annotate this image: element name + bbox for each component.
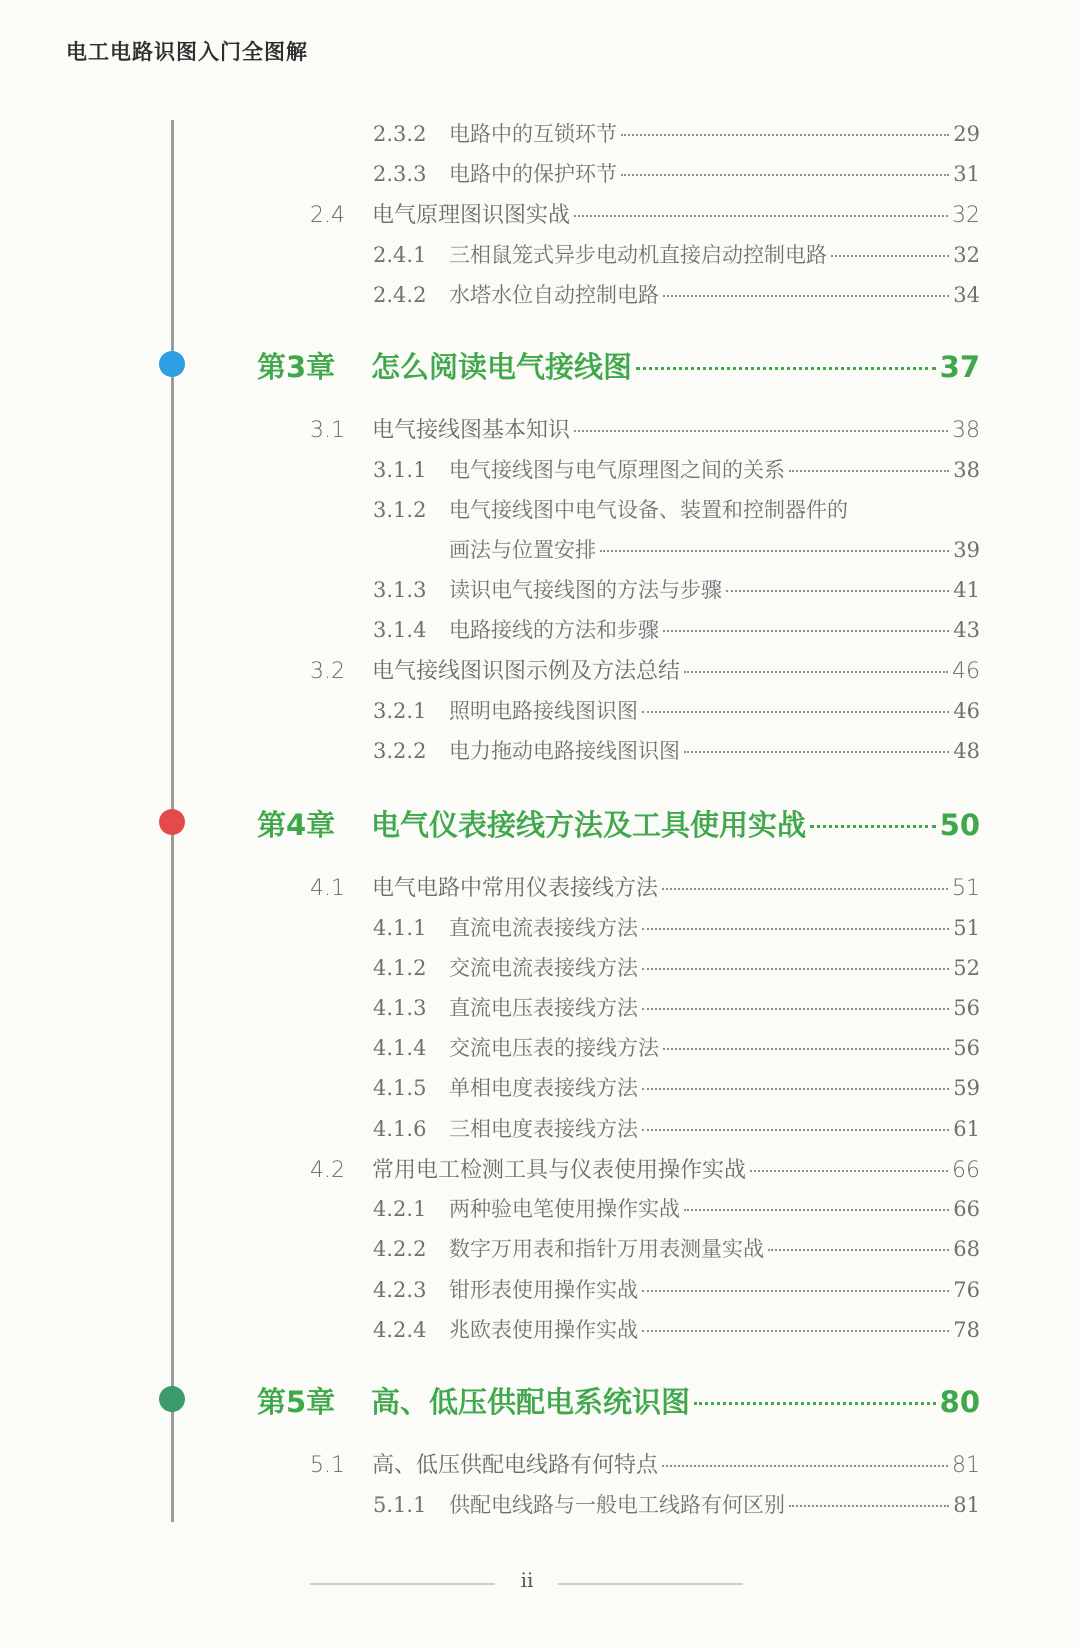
entry-page: 39 [953, 538, 980, 562]
toc-entry-continuation[interactable] [449, 534, 980, 564]
dot-leader [636, 367, 936, 370]
entry-page: 81 [953, 1493, 980, 1517]
entry-page: 31 [953, 162, 980, 186]
toc-entry[interactable] [373, 1489, 980, 1519]
entry-title: 三相电度表接线方法 [449, 1117, 638, 1141]
entry-number: 5.1 [310, 1453, 345, 1478]
toc-entry[interactable] [373, 158, 980, 188]
entry-title: 钳形表使用操作实战 [449, 1278, 638, 1302]
toc-entry[interactable] [310, 1448, 980, 1479]
entry-title: 供配电线路与一般电工线路有何区别 [449, 1493, 785, 1517]
toc-entry[interactable] [310, 871, 980, 902]
dot-leader [574, 215, 948, 217]
entry-page: 38 [953, 458, 980, 482]
entry-number: 4.2 [310, 1158, 345, 1183]
page-number: ii [520, 1568, 534, 1592]
entry-title: 直流电流表接线方法 [449, 916, 638, 940]
dot-leader [621, 174, 949, 176]
toc-entry[interactable] [373, 1032, 980, 1062]
entry-page: 34 [953, 283, 980, 307]
entry-number: 3.1 [310, 418, 345, 443]
toc-entry[interactable] [310, 1153, 980, 1184]
entry-title: 电路中的互锁环节 [449, 122, 617, 146]
dot-leader [662, 1465, 948, 1467]
toc-entry[interactable] [373, 952, 980, 982]
chapter-4-marker [159, 809, 185, 835]
entry-page: 32 [953, 243, 980, 267]
entry-page: 48 [953, 739, 980, 763]
dot-leader [642, 1330, 949, 1332]
entry-page: 38 [952, 418, 980, 443]
chapter-heading[interactable] [257, 345, 980, 386]
toc-entry[interactable] [373, 735, 980, 765]
entry-page: 66 [953, 1197, 980, 1221]
toc-entry[interactable] [373, 1233, 980, 1263]
chapter-title: 高、低压供配电系统识图 [371, 1385, 691, 1419]
chapter-title: 电气仪表接线方法及工具使用实战 [371, 808, 807, 842]
entry-number: 3.1.4 [373, 618, 427, 642]
dot-leader [600, 550, 949, 552]
entry-page: 43 [953, 618, 980, 642]
toc-entry[interactable] [373, 695, 980, 725]
dot-leader [642, 711, 949, 713]
entry-title: 直流电压表接线方法 [449, 996, 638, 1020]
toc-entry[interactable] [373, 1193, 980, 1223]
dot-leader [684, 671, 948, 673]
chapter-title: 怎么阅读电气接线图 [371, 350, 633, 384]
entry-title: 电力拖动电路接线图识图 [449, 739, 680, 763]
dot-leader [663, 630, 949, 632]
running-header: 电工电路识图入门全图解 [66, 40, 308, 64]
chapter-number: 第5章 [257, 1385, 336, 1419]
entry-title: 电气电路中常用仪表接线方法 [372, 876, 659, 901]
dot-leader [726, 590, 949, 592]
chapter-heading[interactable] [257, 803, 980, 844]
entry-number: 3.2.1 [373, 699, 427, 723]
dot-leader [642, 1088, 949, 1090]
entry-title: 画法与位置安排 [449, 538, 596, 562]
entry-number: 3.1.3 [373, 578, 427, 602]
entry-title: 兆欧表使用操作实战 [449, 1318, 638, 1342]
entry-number: 2.4.2 [373, 283, 427, 307]
entry-number: 5.1.1 [373, 1493, 427, 1517]
toc-entry[interactable] [373, 574, 980, 604]
entry-title: 电气原理图识图实战 [372, 203, 571, 228]
toc-entry[interactable] [373, 1314, 980, 1344]
entry-number: 4.1.5 [373, 1076, 427, 1100]
footer-rule-left [310, 1583, 495, 1585]
entry-number: 3.2 [310, 659, 345, 684]
entry-page: 29 [953, 122, 980, 146]
toc-entry[interactable] [373, 614, 980, 644]
toc-entry[interactable] [373, 454, 980, 484]
entry-page: 66 [952, 1158, 980, 1183]
dot-leader [642, 928, 949, 930]
entry-page: 56 [953, 1036, 980, 1060]
dot-leader [768, 1249, 949, 1251]
toc-entry[interactable] [373, 992, 980, 1022]
entry-title: 交流电流表接线方法 [449, 956, 638, 980]
entry-title: 照明电路接线图识图 [449, 699, 638, 723]
entry-title: 常用电工检测工具与仪表使用操作实战 [372, 1158, 747, 1183]
entry-page: 52 [953, 956, 980, 980]
entry-page: 56 [953, 996, 980, 1020]
entry-title: 电路接线的方法和步骤 [449, 618, 659, 642]
entry-number: 4.2.3 [373, 1278, 427, 1302]
entry-title: 电气接线图基本知识 [372, 418, 571, 443]
chapter-5-marker [159, 1386, 185, 1412]
chapter-number: 第3章 [257, 350, 336, 384]
entry-number: 3.2.2 [373, 739, 427, 763]
toc-entry[interactable] [373, 1274, 980, 1304]
entry-page: 78 [953, 1318, 980, 1342]
entry-number: 4.1.1 [373, 916, 427, 940]
toc-entry[interactable] [373, 1113, 980, 1143]
chapter-page: 50 [939, 808, 980, 842]
toc-entry[interactable] [373, 279, 980, 309]
entry-title: 电气接线图识图示例及方法总结 [372, 659, 681, 684]
entry-title: 高、低压供配电线路有何特点 [372, 1453, 659, 1478]
entry-page: 51 [952, 876, 980, 901]
entry-title: 电气接线图与电气原理图之间的关系 [449, 458, 785, 482]
entry-number: 4.1.6 [373, 1117, 427, 1141]
entry-title: 单相电度表接线方法 [449, 1076, 638, 1100]
entry-number: 3.1.2 [373, 498, 427, 522]
entry-number: 4.2.2 [373, 1237, 427, 1261]
chapter-page: 80 [939, 1385, 980, 1419]
entry-page: 51 [953, 916, 980, 940]
dot-leader [694, 1402, 936, 1405]
chapter-page: 37 [939, 350, 980, 384]
toc-entry[interactable] [373, 118, 980, 148]
entry-page: 46 [953, 699, 980, 723]
dot-leader [789, 470, 949, 472]
dot-leader [684, 751, 949, 753]
entry-title: 三相鼠笼式异步电动机直接启动控制电路 [449, 243, 827, 267]
dot-leader [642, 968, 949, 970]
entry-title: 电路中的保护环节 [449, 162, 617, 186]
entry-number: 4.1.2 [373, 956, 427, 980]
entry-page: 68 [953, 1237, 980, 1261]
dot-leader [810, 825, 936, 828]
footer-rule-right [558, 1583, 743, 1585]
dot-leader [684, 1209, 949, 1211]
entry-page: 59 [953, 1076, 980, 1100]
chapter-heading[interactable] [257, 1380, 980, 1421]
toc-entry[interactable] [310, 198, 980, 229]
entry-page: 32 [952, 203, 980, 228]
entry-number: 2.4 [310, 203, 345, 228]
dot-leader [642, 1008, 949, 1010]
entry-number: 4.2.4 [373, 1318, 427, 1342]
dot-leader [642, 1290, 949, 1292]
entry-number: 2.4.1 [373, 243, 427, 267]
entry-number: 4.1.4 [373, 1036, 427, 1060]
dot-leader [789, 1505, 949, 1507]
entry-title: 两种验电笔使用操作实战 [449, 1197, 680, 1221]
dot-leader [621, 134, 949, 136]
toc-entry[interactable] [373, 494, 980, 524]
entry-number: 4.1 [310, 876, 345, 901]
entry-title: 电气接线图中电气设备、装置和控制器件的 [449, 498, 848, 522]
entry-page: 81 [952, 1453, 980, 1478]
entry-page: 41 [953, 578, 980, 602]
toc-entry[interactable] [373, 239, 980, 269]
entry-number: 3.1.1 [373, 458, 427, 482]
dot-leader [574, 430, 948, 432]
dot-leader [831, 255, 949, 257]
toc-entry[interactable] [310, 654, 980, 685]
toc-entry[interactable] [373, 912, 980, 942]
entry-number: 2.3.3 [373, 162, 427, 186]
toc-entry[interactable] [310, 413, 980, 444]
toc-entry[interactable] [373, 1072, 980, 1102]
entry-title: 水塔水位自动控制电路 [449, 283, 659, 307]
entry-page: 61 [953, 1117, 980, 1141]
entry-page: 76 [953, 1278, 980, 1302]
entry-number: 2.3.2 [373, 122, 427, 146]
chapter-number: 第4章 [257, 808, 336, 842]
entry-title: 数字万用表和指针万用表测量实战 [449, 1237, 764, 1261]
chapter-3-marker [159, 351, 185, 377]
entry-number: 4.2.1 [373, 1197, 427, 1221]
entry-page: 46 [952, 659, 980, 684]
entry-number: 4.1.3 [373, 996, 427, 1020]
dot-leader [642, 1129, 949, 1131]
entry-title: 读识电气接线图的方法与步骤 [449, 578, 722, 602]
dot-leader [662, 888, 948, 890]
dot-leader [663, 1048, 949, 1050]
dot-leader [750, 1170, 948, 1172]
dot-leader [663, 295, 949, 297]
entry-title: 交流电压表的接线方法 [449, 1036, 659, 1060]
